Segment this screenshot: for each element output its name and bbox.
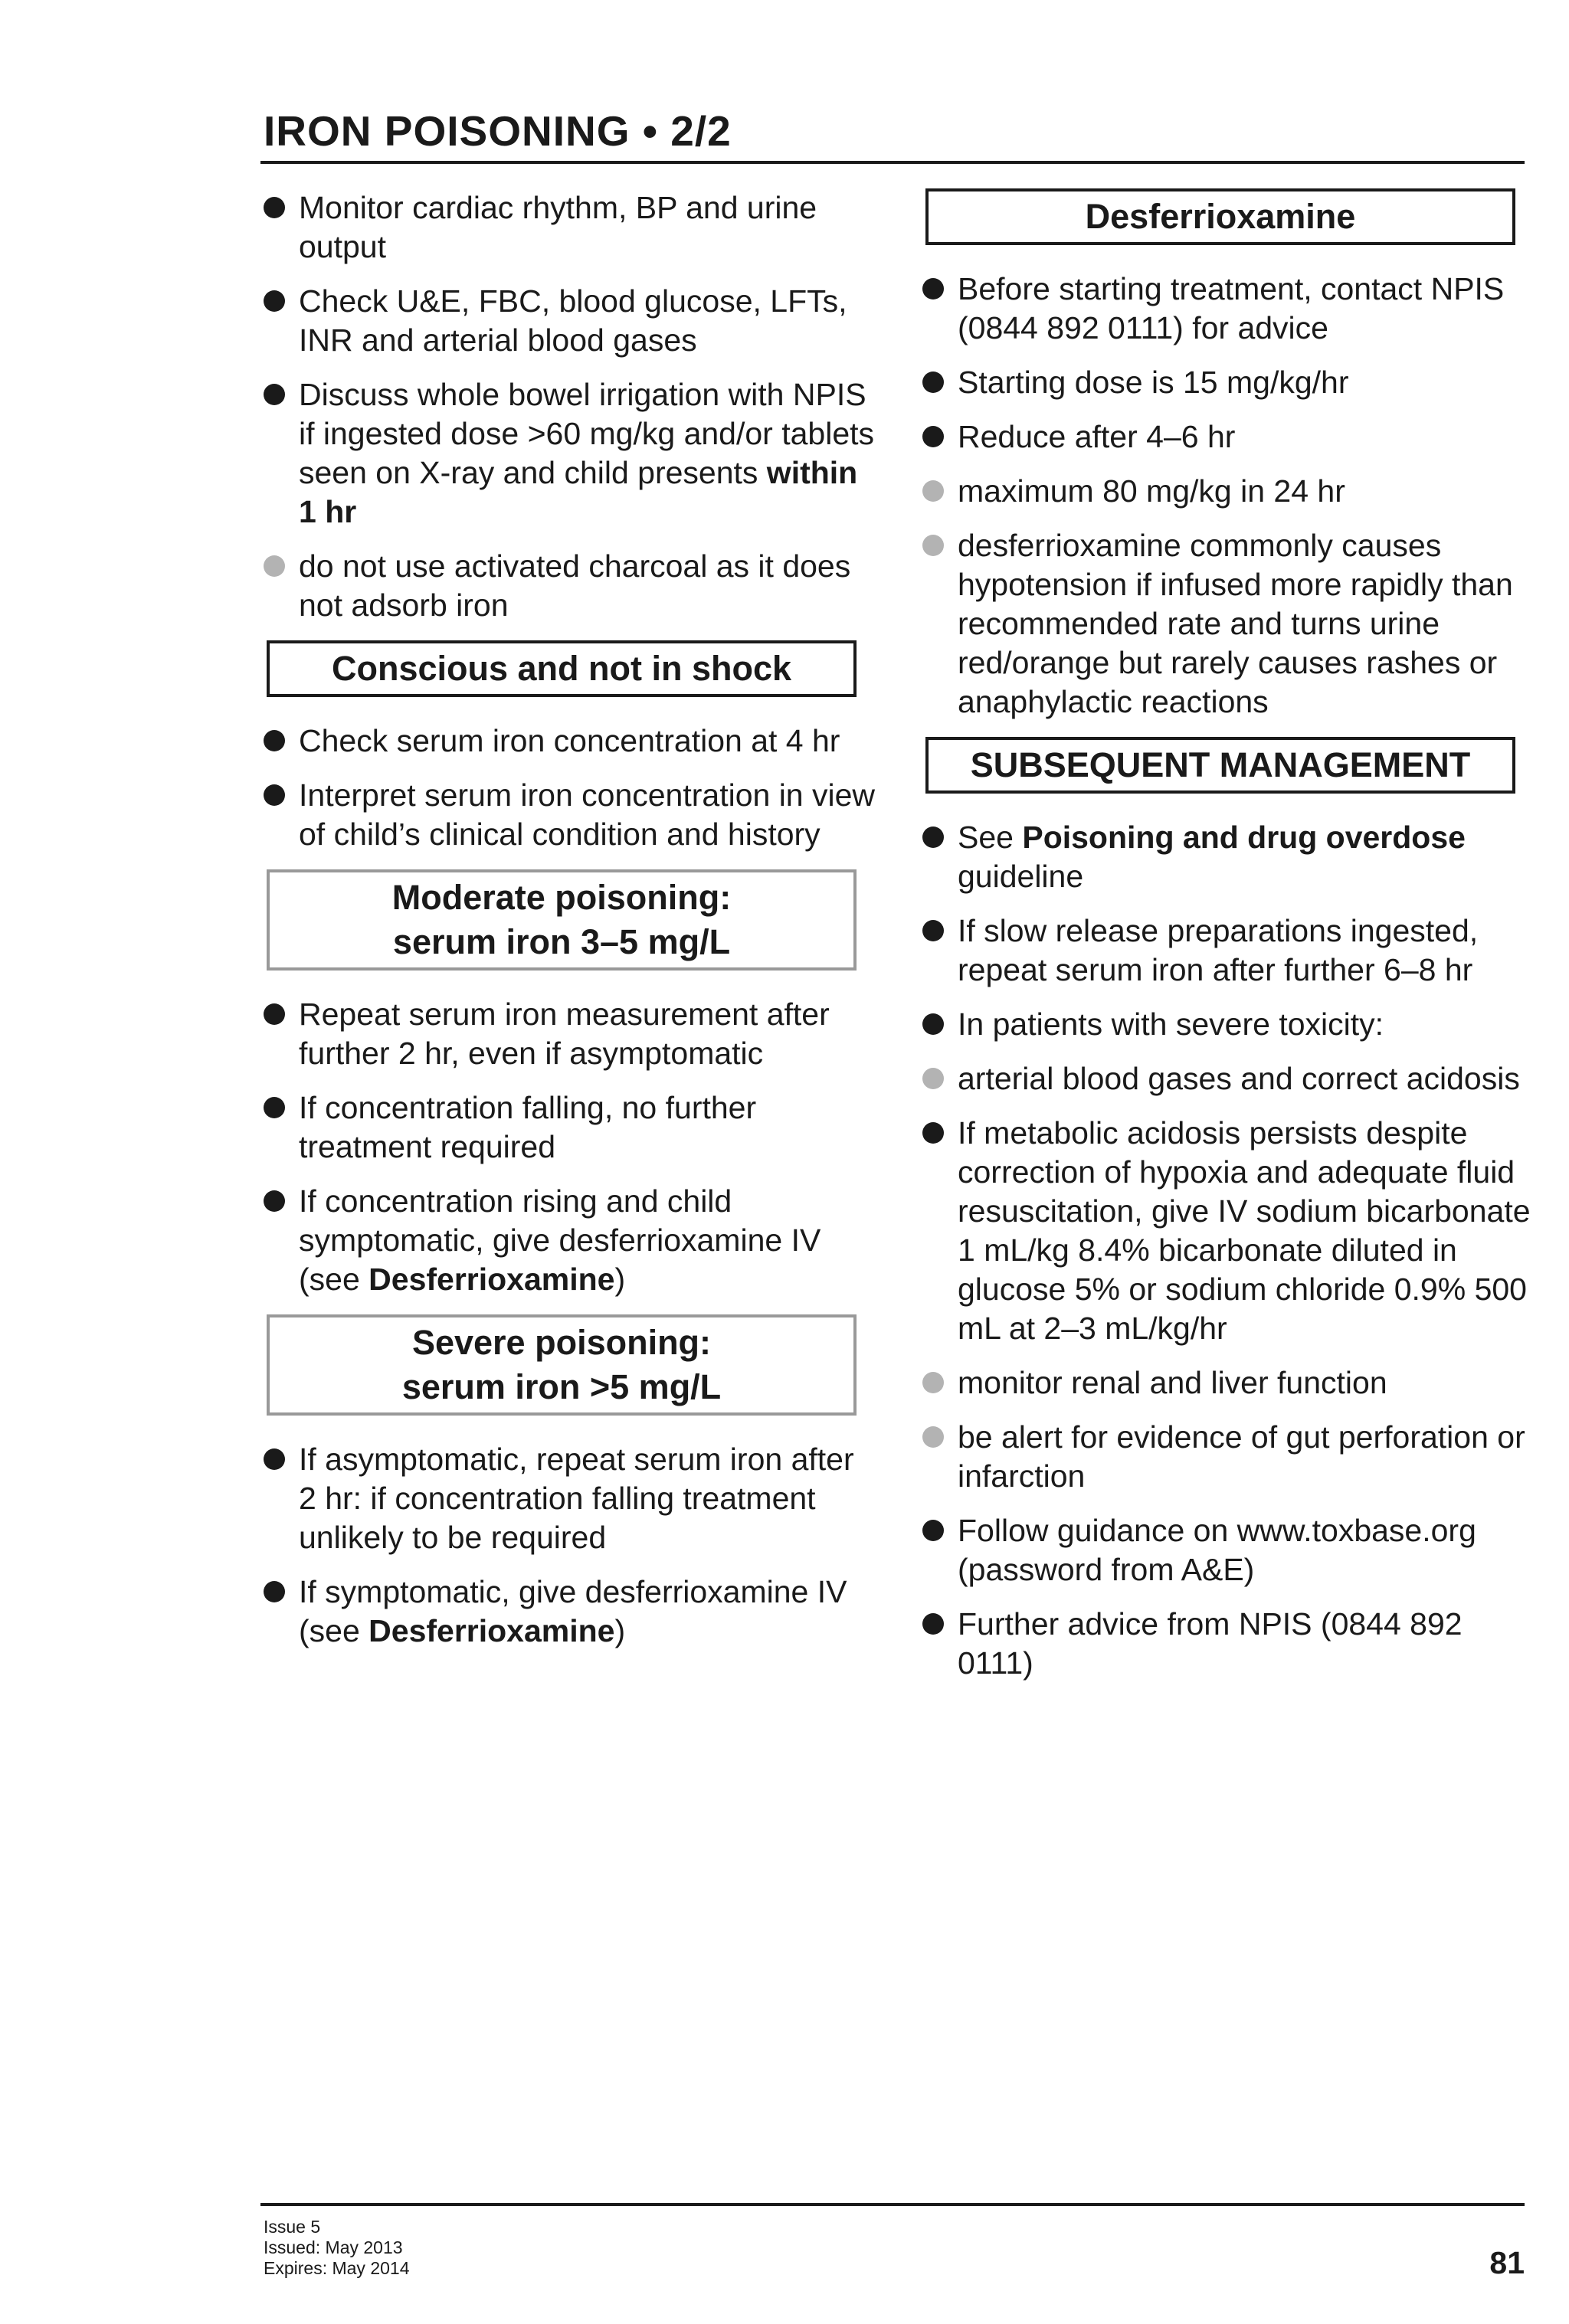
list-item-text	[299, 188, 876, 267]
text-run: be alert for evidence of gut perforation or infarction	[958, 1419, 1525, 1494]
list-item	[264, 1573, 876, 1651]
list-item	[922, 1418, 1535, 1496]
list-item-text	[299, 282, 876, 360]
text-run: guideline	[958, 859, 1084, 894]
page-number: 81	[1489, 2245, 1525, 2280]
bullet-icon	[922, 1122, 944, 1144]
bullet-icon	[922, 426, 944, 447]
list-item-text	[299, 722, 876, 761]
list-item	[922, 1363, 1535, 1403]
bullet-icon	[264, 1003, 285, 1025]
list-item	[922, 1511, 1535, 1589]
list-item	[264, 1182, 876, 1299]
page-title: IRON POISONING • 2/2	[264, 107, 732, 155]
left-column	[264, 188, 876, 1666]
sub-bullet-icon	[922, 1372, 944, 1393]
section-heading-moderate	[267, 869, 857, 971]
list-item	[264, 282, 876, 360]
conscious-list	[264, 722, 876, 854]
text-run: Before starting treatment, contact NPIS (0844 892 0111) for advice	[958, 271, 1505, 345]
severe-list	[264, 1440, 876, 1651]
text-run: Further advice from NPIS (0844 892 0111)	[958, 1606, 1463, 1681]
list-item	[922, 1059, 1535, 1098]
bold-reference: within 1 hr	[299, 455, 858, 529]
text-run: If asymptomatic, repeat serum iron after 2 hr: if concentration falling treatment unlikely to be required	[299, 1442, 854, 1555]
text-run: See	[958, 820, 1023, 855]
text-run: desferrioxamine commonly causes hypotension if infused more rapidly than recommended rate and turns urine red/orange but rarely causes rashes or anaphylactic reactions	[958, 528, 1513, 719]
severe-heading-line1: Severe poisoning:	[411, 1323, 712, 1362]
list-item	[264, 188, 876, 267]
right-column	[922, 188, 1535, 1698]
section-heading-desferrioxamine: Desferrioxamine	[925, 188, 1515, 245]
bullet-icon	[264, 1581, 285, 1602]
text-run: Check U&E, FBC, blood glucose, LFTs, INR and arterial blood gases	[299, 283, 847, 358]
list-item	[264, 1440, 876, 1557]
issued-date: Issued: May 2013	[264, 2237, 403, 2257]
sub-bullet-icon	[922, 1426, 944, 1448]
text-run: If metabolic acidosis persists despite correction of hypoxia and adequate fluid resuscitation, give IV sodium bicarbonate 1 mL/kg 8.4% bicarbonate diluted in glucose 5% or sodium chloride 0.9% 500 mL at 2–3 mL/kg/hr	[958, 1115, 1531, 1346]
sub-bullet-icon	[922, 480, 944, 502]
list-item-text	[958, 1511, 1535, 1589]
list-item	[264, 722, 876, 761]
text-run: In patients with severe toxicity:	[958, 1007, 1384, 1042]
list-item	[264, 375, 876, 532]
bullet-icon	[922, 1613, 944, 1635]
list-item-text	[958, 1059, 1535, 1098]
sub-bullet-icon	[922, 1068, 944, 1089]
list-item	[264, 1088, 876, 1167]
title-rule	[260, 161, 1525, 164]
bold-reference: Desferrioxamine	[369, 1613, 615, 1648]
list-item-text	[958, 1114, 1535, 1348]
desferrioxamine-list	[922, 270, 1535, 722]
list-item	[264, 547, 876, 625]
moderate-heading-line1: Moderate poisoning:	[391, 878, 732, 917]
list-item-text	[958, 270, 1535, 348]
text-run: If slow release preparations ingested, repeat serum iron after further 6–8 hr	[958, 913, 1479, 987]
sub-bullet-icon	[922, 535, 944, 556]
list-item-text	[299, 375, 876, 532]
section-heading-conscious: Conscious and not in shock	[267, 640, 857, 697]
bullet-icon	[264, 784, 285, 806]
list-item-text	[299, 995, 876, 1073]
footer-meta	[264, 2217, 409, 2279]
list-item-text	[958, 1418, 1535, 1496]
bullet-icon	[922, 826, 944, 848]
bold-reference: Poisoning and drug overdose	[1022, 820, 1466, 855]
bullet-icon	[922, 1520, 944, 1541]
text-run: maximum 80 mg/kg in 24 hr	[958, 473, 1345, 509]
bold-reference: Desferrioxamine	[369, 1262, 615, 1297]
list-item	[922, 1605, 1535, 1683]
list-item	[922, 526, 1535, 722]
severe-heading-line2: serum iron >5 mg/L	[401, 1367, 722, 1406]
list-item-text	[299, 1182, 876, 1299]
text-run: If concentration falling, no further treatment required	[299, 1090, 757, 1164]
footer-rule	[260, 2203, 1525, 2206]
text-run: Monitor cardiac rhythm, BP and urine output	[299, 190, 817, 264]
moderate-heading-line2: serum iron 3–5 mg/L	[392, 922, 731, 961]
list-item-text	[299, 1088, 876, 1167]
text-run: )	[614, 1613, 626, 1648]
bullet-icon	[922, 1013, 944, 1035]
list-item-text	[299, 547, 876, 625]
text-run: )	[614, 1262, 626, 1297]
list-item-text	[299, 776, 876, 854]
text-run: If concentration rising and child symptomatic, give desferrioxamine IV (see	[299, 1183, 821, 1297]
bullet-icon	[264, 1190, 285, 1212]
list-item	[264, 776, 876, 854]
section-heading-severe	[267, 1314, 857, 1416]
section-heading-subsequent: SUBSEQUENT MANAGEMENT	[925, 737, 1515, 794]
text-run: monitor renal and liver function	[958, 1365, 1387, 1400]
text-run: arterial blood gases and correct acidosis	[958, 1061, 1520, 1096]
text-run: Starting dose is 15 mg/kg/hr	[958, 365, 1349, 400]
list-item	[922, 1005, 1535, 1044]
bullet-icon	[264, 730, 285, 751]
bullet-icon	[922, 278, 944, 300]
list-item	[922, 818, 1535, 896]
list-item	[922, 472, 1535, 511]
list-item-text	[958, 1005, 1535, 1044]
intro-list	[264, 188, 876, 625]
list-item	[922, 1114, 1535, 1348]
moderate-list	[264, 995, 876, 1299]
list-item	[922, 417, 1535, 457]
text-run: Reduce after 4–6 hr	[958, 419, 1236, 454]
text-run: If symptomatic, give desferrioxamine IV (see	[299, 1574, 847, 1648]
expiry-date: Expires: May 2014	[264, 2258, 410, 2278]
list-item-text	[958, 417, 1535, 457]
bullet-icon	[264, 384, 285, 405]
text-run: Follow guidance on www.toxbase.org (password from A&E)	[958, 1513, 1476, 1587]
sub-bullet-icon	[264, 555, 285, 577]
list-item	[922, 363, 1535, 402]
list-item-text	[299, 1440, 876, 1557]
text-run: Interpret serum iron concentration in view of child’s clinical condition and history	[299, 777, 876, 852]
bullet-icon	[264, 1448, 285, 1470]
list-item-text	[958, 472, 1535, 511]
text-run: Check serum iron concentration at 4 hr	[299, 723, 840, 758]
issue-number: Issue 5	[264, 2217, 321, 2237]
bullet-icon	[264, 290, 285, 312]
list-item-text	[958, 912, 1535, 990]
bullet-icon	[264, 1097, 285, 1118]
list-item-text	[958, 363, 1535, 402]
list-item	[922, 912, 1535, 990]
bullet-icon	[922, 920, 944, 941]
bullet-icon	[264, 197, 285, 218]
text-run: do not use activated charcoal as it does not adsorb iron	[299, 548, 851, 623]
subsequent-list	[922, 818, 1535, 1683]
bullet-icon	[922, 372, 944, 393]
list-item-text	[958, 1363, 1535, 1403]
text-run: Discuss whole bowel irrigation with NPIS if ingested dose >60 mg/kg and/or tablets seen on X-ray and child presents	[299, 377, 875, 490]
text-run: Repeat serum iron measurement after further 2 hr, even if asymptomatic	[299, 997, 830, 1071]
list-item	[264, 995, 876, 1073]
list-item	[922, 270, 1535, 348]
list-item-text	[958, 818, 1535, 896]
list-item-text	[958, 526, 1535, 722]
list-item-text	[299, 1573, 876, 1651]
list-item-text	[958, 1605, 1535, 1683]
